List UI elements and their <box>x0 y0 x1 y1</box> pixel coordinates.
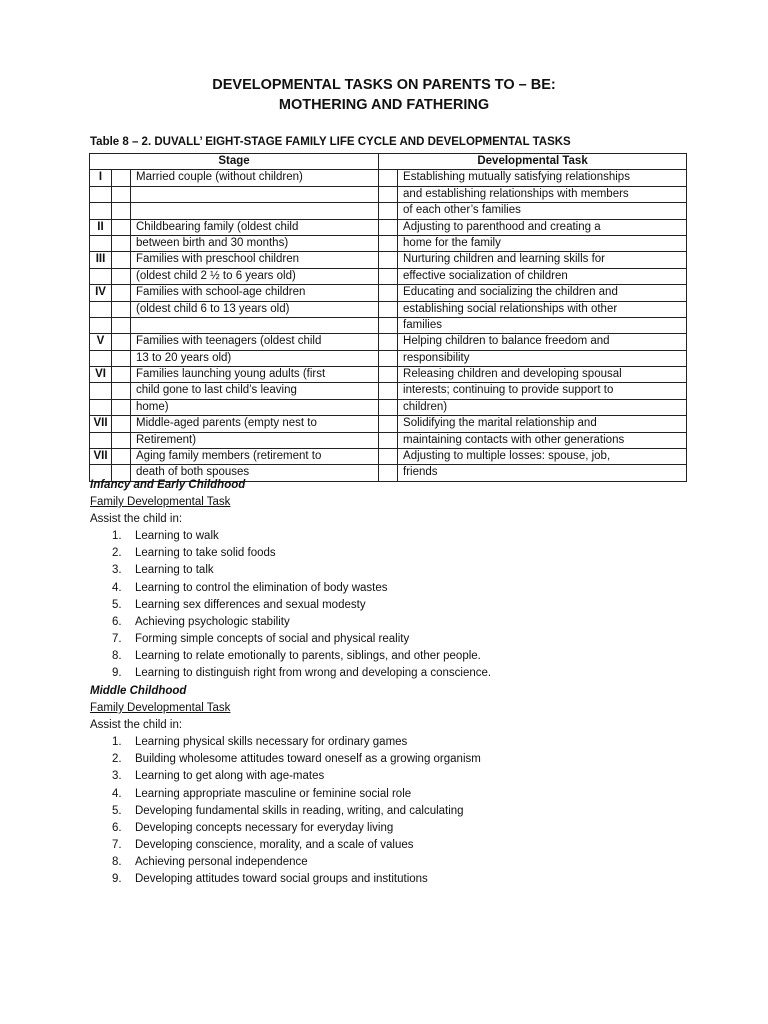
blank-cell <box>112 350 131 366</box>
section-subheading: Family Developmental Task <box>90 702 231 715</box>
list-item-number: 4. <box>112 787 122 800</box>
table-header-row <box>90 154 687 170</box>
infancy-section <box>90 477 491 682</box>
list-item-text: Learning to distinguish right from wrong and developing a conscience. <box>135 667 492 680</box>
task-text: effective socialization of children <box>398 268 687 284</box>
table-row <box>90 235 687 251</box>
blank-cell <box>379 186 398 202</box>
stage-number <box>90 235 112 251</box>
blank-cell <box>379 449 398 465</box>
task-text: maintaining contacts with other generations <box>398 432 687 448</box>
list-item <box>90 545 491 562</box>
task-column-header: Developmental Task <box>379 154 687 170</box>
stage-text: Married couple (without children) <box>131 170 379 186</box>
blank-cell <box>379 416 398 432</box>
task-text: families <box>398 317 687 333</box>
stage-text: Middle-aged parents (empty nest to <box>131 416 379 432</box>
blank-cell <box>112 219 131 235</box>
stage-number <box>90 383 112 399</box>
task-text: responsibility <box>398 350 687 366</box>
list-item <box>90 768 481 785</box>
list-item-text: Achieving personal independence <box>135 855 308 868</box>
stage-number: VII <box>90 449 112 465</box>
stage-number <box>90 317 112 333</box>
stage-number <box>90 203 112 219</box>
task-text: friends <box>398 465 687 481</box>
list-item <box>90 803 481 820</box>
stage-number: V <box>90 334 112 350</box>
task-text: Educating and socializing the children and <box>398 285 687 301</box>
blank-cell <box>379 235 398 251</box>
table-row <box>90 334 687 350</box>
list-item-number: 6. <box>112 615 122 628</box>
blank-cell <box>379 334 398 350</box>
list-item-number: 7. <box>112 838 122 851</box>
blank-cell <box>112 268 131 284</box>
list-item-number: 1. <box>112 736 122 749</box>
stage-text: Families with preschool children <box>131 252 379 268</box>
stage-text: Childbearing family (oldest child <box>131 219 379 235</box>
stage-column-header: Stage <box>90 154 379 170</box>
table-row <box>90 170 687 186</box>
stage-number: I <box>90 170 112 186</box>
blank-cell <box>379 219 398 235</box>
task-text: Adjusting to parenthood and creating a <box>398 219 687 235</box>
family-life-cycle-table <box>89 153 687 482</box>
blank-cell <box>112 170 131 186</box>
section-intro: Assist the child in: <box>90 719 183 732</box>
blank-cell <box>112 203 131 219</box>
blank-cell <box>379 203 398 219</box>
table-row <box>90 301 687 317</box>
stage-number: II <box>90 219 112 235</box>
blank-cell <box>112 252 131 268</box>
blank-cell <box>112 317 131 333</box>
stage-text: Aging family members (retirement to <box>131 449 379 465</box>
stage-text: between birth and 30 months) <box>131 235 379 251</box>
blank-cell <box>379 367 398 383</box>
list-item <box>90 871 481 888</box>
stage-text: Families with teenagers (oldest child <box>131 334 379 350</box>
list-item-text: Learning to get along with age-mates <box>135 770 325 783</box>
blank-cell <box>112 383 131 399</box>
blank-cell <box>112 334 131 350</box>
blank-cell <box>112 449 131 465</box>
list-item-text: Developing conscience, morality, and a scale of values <box>135 838 414 851</box>
middle-childhood-section <box>90 683 481 888</box>
list-item <box>90 528 491 545</box>
stage-number <box>90 268 112 284</box>
list-item <box>90 648 491 665</box>
stage-number <box>90 350 112 366</box>
stage-text: Families with school-age children <box>131 285 379 301</box>
list-item <box>90 580 491 597</box>
list-item <box>90 854 481 871</box>
table-caption: Table 8 – 2. DUVALL’ EIGHT-STAGE FAMILY LIFE CYCLE AND DEVELOPMENTAL TASKS <box>90 136 571 148</box>
list-item <box>90 786 481 803</box>
list-item-text: Learning physical skills necessary for ordinary games <box>135 736 408 749</box>
blank-cell <box>112 432 131 448</box>
stage-number: VII <box>90 416 112 432</box>
stage-number: VI <box>90 367 112 383</box>
table-row <box>90 219 687 235</box>
list-item <box>90 614 491 631</box>
page-title-line-1: DEVELOPMENTAL TASKS ON PARENTS TO – BE: <box>212 77 556 93</box>
list-item-text: Learning appropriate masculine or feminine social role <box>135 787 412 800</box>
list-item-text: Building wholesome attitudes toward oneself as a growing organism <box>135 753 481 766</box>
list-item-number: 5. <box>112 804 122 817</box>
page-title-line-2: MOTHERING AND FATHERING <box>278 97 490 113</box>
blank-cell <box>379 268 398 284</box>
list-item <box>90 837 481 854</box>
table-row <box>90 449 687 465</box>
blank-cell <box>112 301 131 317</box>
stage-text: Retirement) <box>131 432 379 448</box>
blank-cell <box>112 285 131 301</box>
list-item-text: Learning to talk <box>135 564 214 577</box>
list-item-number: 2. <box>112 753 122 766</box>
blank-cell <box>379 285 398 301</box>
stage-number: III <box>90 252 112 268</box>
list-item-number: 2. <box>112 547 122 560</box>
stage-text: death of both spouses <box>131 465 379 481</box>
task-text: home for the family <box>398 235 687 251</box>
list-item <box>90 820 481 837</box>
blank-cell <box>112 367 131 383</box>
stage-text <box>131 317 379 333</box>
blank-cell <box>379 383 398 399</box>
list-item-text: Achieving psychologic stability <box>135 615 290 628</box>
list-item-text: Developing attitudes toward social groups and institutions <box>135 873 428 886</box>
task-text: establishing social relationships with other <box>398 301 687 317</box>
task-text: interests; continuing to provide support to <box>398 383 687 399</box>
list-item-text: Learning to relate emotionally to parents, siblings, and other people. <box>135 649 481 662</box>
table-row <box>90 203 687 219</box>
stage-number <box>90 399 112 415</box>
blank-cell <box>379 399 398 415</box>
table-row <box>90 186 687 202</box>
task-text: children) <box>398 399 687 415</box>
table-row <box>90 399 687 415</box>
section-subheading: Family Developmental Task <box>90 496 231 509</box>
list-item-number: 6. <box>112 821 122 834</box>
list-item <box>90 665 491 682</box>
stage-text: (oldest child 2 ½ to 6 years old) <box>131 268 379 284</box>
section-heading: Middle Childhood <box>90 685 187 697</box>
list-item <box>90 597 491 614</box>
task-text: Establishing mutually satisfying relationships <box>398 170 687 186</box>
stage-text: 13 to 20 years old) <box>131 350 379 366</box>
task-text: Nurturing children and learning skills for <box>398 252 687 268</box>
stage-number: IV <box>90 285 112 301</box>
table-row <box>90 268 687 284</box>
list-item-text: Learning sex differences and sexual modesty <box>135 598 366 611</box>
table-row <box>90 367 687 383</box>
task-text: Solidifying the marital relationship and <box>398 416 687 432</box>
task-text: Helping children to balance freedom and <box>398 334 687 350</box>
stage-number <box>90 301 112 317</box>
blank-cell <box>379 317 398 333</box>
list-item-number: 4. <box>112 581 122 594</box>
table-row <box>90 317 687 333</box>
blank-cell <box>379 350 398 366</box>
list-item-number: 1. <box>112 530 122 543</box>
list-item <box>90 631 491 648</box>
list-item <box>90 562 491 579</box>
list-item-number: 9. <box>112 667 122 680</box>
list-item-text: Developing fundamental skills in reading, writing, and calculating <box>135 804 464 817</box>
table-row <box>90 350 687 366</box>
list-item-number: 7. <box>112 632 122 645</box>
stage-number <box>90 432 112 448</box>
section-intro: Assist the child in: <box>90 513 183 526</box>
table-row <box>90 432 687 448</box>
list-item-text: Developing concepts necessary for everyday living <box>135 821 394 834</box>
stage-number <box>90 186 112 202</box>
task-text: and establishing relationships with members <box>398 186 687 202</box>
task-list <box>90 734 481 888</box>
section-heading: Infancy and Early Childhood <box>90 479 246 491</box>
blank-cell <box>379 432 398 448</box>
list-item-text: Learning to control the elimination of body wastes <box>135 581 388 594</box>
blank-cell <box>112 399 131 415</box>
blank-cell <box>112 186 131 202</box>
blank-cell <box>379 252 398 268</box>
task-text: of each other’s families <box>398 203 687 219</box>
stage-text <box>131 186 379 202</box>
blank-cell <box>379 170 398 186</box>
list-item-number: 8. <box>112 649 122 662</box>
list-item-number: 5. <box>112 598 122 611</box>
blank-cell <box>379 301 398 317</box>
list-item-text: Learning to take solid foods <box>135 547 276 560</box>
list-item-number: 8. <box>112 855 122 868</box>
task-text: Adjusting to multiple losses: spouse, job, <box>398 449 687 465</box>
list-item-text: Forming simple concepts of social and physical reality <box>135 632 410 645</box>
task-text: Releasing children and developing spousal <box>398 367 687 383</box>
list-item <box>90 751 481 768</box>
stage-text: (oldest child 6 to 13 years old) <box>131 301 379 317</box>
stage-text: child gone to last child’s leaving <box>131 383 379 399</box>
table-row <box>90 285 687 301</box>
stage-text <box>131 203 379 219</box>
list-item-number: 9. <box>112 873 122 886</box>
table-row <box>90 252 687 268</box>
blank-cell <box>112 416 131 432</box>
blank-cell <box>112 235 131 251</box>
table-row <box>90 416 687 432</box>
list-item-text: Learning to walk <box>135 530 219 543</box>
list-item <box>90 734 481 751</box>
list-item-number: 3. <box>112 564 122 577</box>
table-row <box>90 383 687 399</box>
task-list <box>90 528 491 682</box>
stage-text: Families launching young adults (first <box>131 367 379 383</box>
stage-text: home) <box>131 399 379 415</box>
list-item-number: 3. <box>112 770 122 783</box>
